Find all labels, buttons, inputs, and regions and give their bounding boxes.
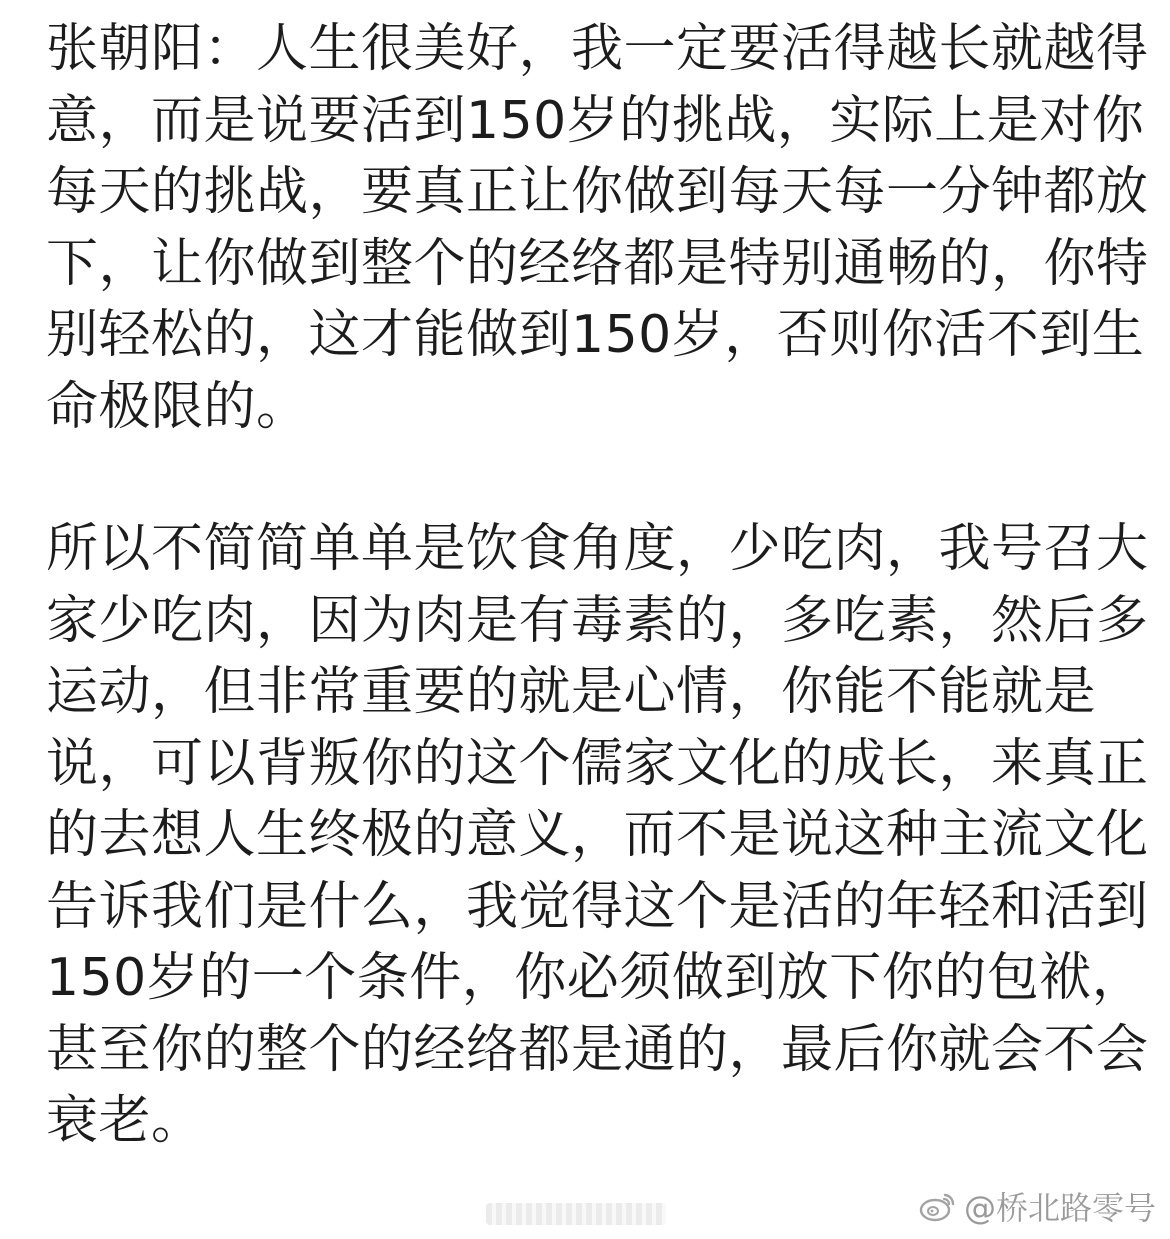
text-line: 每天的挑战，要真正让你做到每天每一分钟都放 [46, 162, 1149, 222]
document-body [46, 14, 1149, 1158]
text-line: 甚至你的整个的经络都是通的，最后你就会不会 [46, 1019, 1149, 1080]
weibo-icon [918, 1190, 958, 1222]
compression-artifact [486, 1203, 666, 1225]
text-line: 所以不简简单单是饮食角度，少吃肉，我号召大 [46, 519, 1149, 579]
text-line: 的去想人生终极的意义，而不是说这种主流文化 [46, 805, 1149, 865]
text-line: 运动，但非常重要的就是心情，你能不能就是 [46, 662, 1097, 722]
weibo-watermark [918, 1183, 1156, 1229]
text-line: 150岁的一个条件，你必须做到放下你的包袱， [46, 948, 1145, 1008]
text-line: 命极限的。 [46, 376, 309, 437]
text-line: 家少吃肉，因为肉是有毒素的，多吃素，然后多 [46, 590, 1149, 651]
text-line: 下，让你做到整个的经络都是特别通畅的，你特 [46, 233, 1149, 294]
text-line: 别轻松的，这才能做到150岁，否则你活不到生 [46, 305, 1145, 365]
text-line: 说，可以背叛你的这个儒家文化的成长，来真正 [46, 733, 1149, 794]
text-line: 张朝阳：人生很美好，我一定要活得越长就越得 [46, 19, 1149, 79]
text-line: 意，而是说要活到150岁的挑战，实际上是对你 [46, 90, 1145, 151]
text-line: 衰老。 [46, 1091, 204, 1151]
paragraph-2 [46, 514, 1149, 1158]
text-line: 告诉我们是什么，我觉得这个是活的年轻和活到 [46, 876, 1149, 937]
watermark-text: @桥北路零号 [963, 1189, 1156, 1227]
paragraph-1 [46, 14, 1149, 443]
